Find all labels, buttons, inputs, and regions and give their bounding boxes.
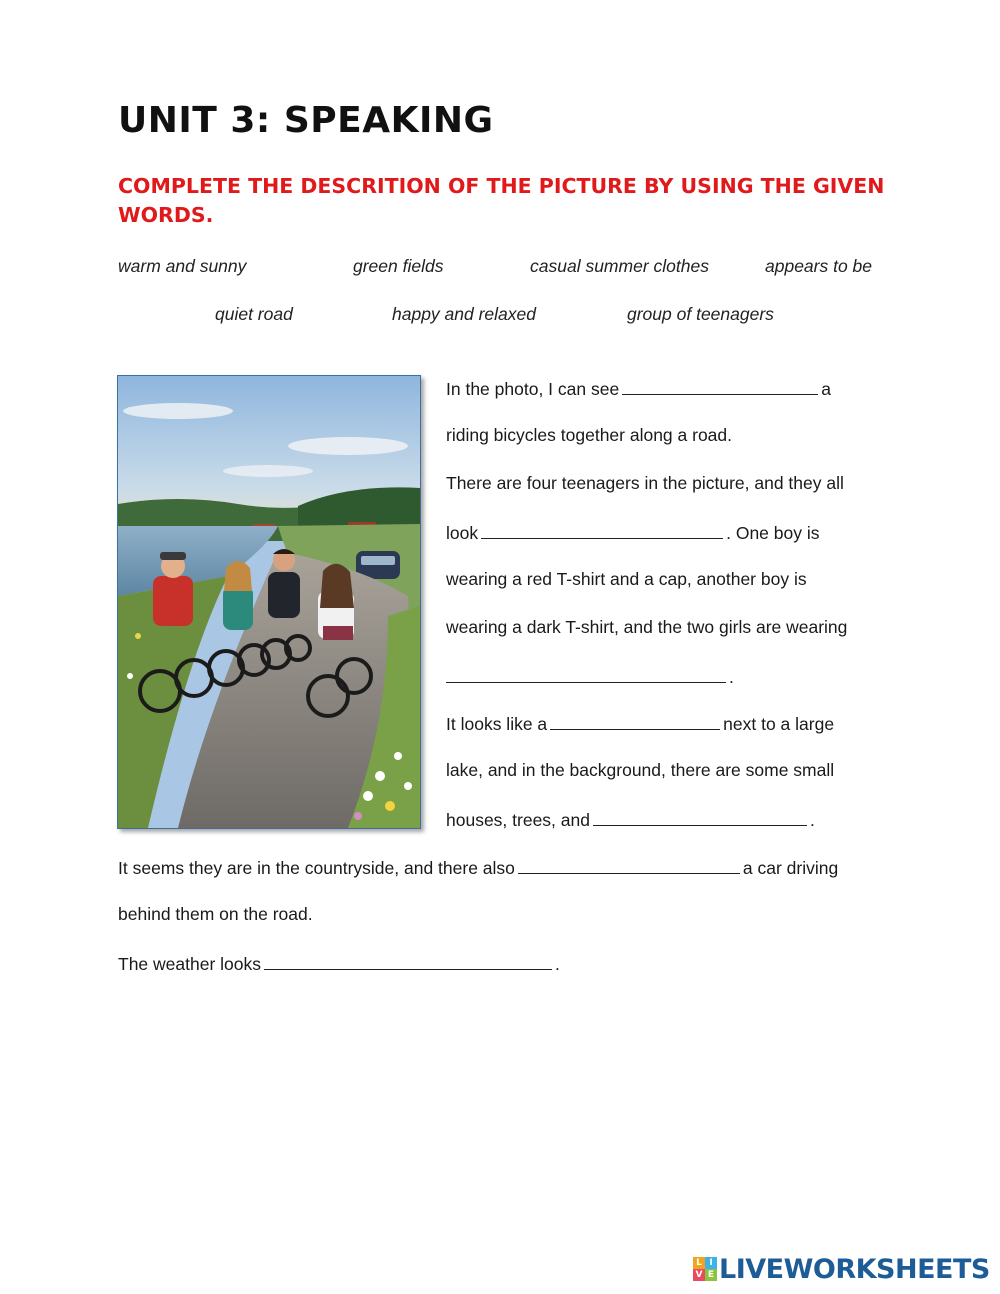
passage-line-2: riding bicycles together along a road.	[446, 425, 733, 445]
answer-blank-4[interactable]	[550, 712, 720, 730]
passage-line-11	[118, 856, 838, 879]
word-bank-item: green fields	[353, 256, 444, 276]
passage-text: The weather looks	[118, 954, 261, 974]
passage-line-7	[446, 665, 734, 688]
word-bank-item: group of teenagers	[627, 304, 774, 324]
word-bank-item: quiet road	[215, 304, 293, 324]
logo-text: LIVEWORKSHEETS	[719, 1253, 990, 1285]
passage-text: It seems they are in the countryside, and there also	[118, 858, 515, 878]
instruction-text: COMPLETE THE DESCRITION OF THE PICTURE BY USING THE GIVEN WORDS.	[118, 174, 885, 227]
word-bank-item: warm and sunny	[118, 256, 247, 276]
logo-mark-letter: L	[693, 1257, 705, 1269]
passage-text: houses, trees, and	[446, 810, 590, 830]
liveworksheets-logo	[693, 1254, 990, 1284]
logo-mark-letter: I	[705, 1257, 717, 1269]
passage-line-9: lake, and in the background, there are some small	[446, 760, 835, 780]
passage-line-4	[446, 521, 820, 544]
passage-line-8	[446, 712, 834, 735]
passage-text: next to a large	[723, 714, 835, 734]
passage-line-1	[446, 377, 831, 400]
answer-blank-1[interactable]	[622, 377, 818, 395]
passage-text: .	[809, 810, 815, 830]
answer-blank-6[interactable]	[518, 856, 740, 874]
passage-line-5: wearing a red T-shirt and a cap, another boy is	[446, 569, 807, 589]
passage-text: a car driving	[742, 858, 839, 878]
passage-line-12: behind them on the road.	[118, 904, 313, 924]
passage-line-10	[446, 808, 815, 831]
passage-text: In the photo, I can see	[446, 379, 620, 399]
passage-text: . One boy is	[726, 523, 820, 543]
logo-mark-icon	[693, 1257, 717, 1281]
logo-mark-letter: V	[693, 1269, 705, 1281]
passage-text: .	[555, 954, 560, 974]
passage-line-13	[118, 952, 560, 975]
passage-text: .	[729, 667, 734, 687]
teenagers-cycling-photo	[117, 375, 421, 829]
passage-line-3: There are four teenagers in the picture, and they all	[446, 473, 844, 493]
word-bank-item: casual summer clothes	[530, 256, 709, 276]
answer-blank-3[interactable]	[446, 665, 726, 683]
logo-mark-letter: E	[705, 1269, 717, 1281]
passage-text: look	[446, 523, 479, 543]
passage-line-6: wearing a dark T-shirt, and the two girls are wearing	[446, 617, 848, 637]
answer-blank-7[interactable]	[264, 952, 552, 970]
passage-text: It looks like a	[446, 714, 548, 734]
word-bank-item: happy and relaxed	[392, 304, 536, 324]
answer-blank-5[interactable]	[593, 808, 807, 826]
page-title: UNIT 3: SPEAKING	[118, 100, 494, 141]
passage-text: a	[821, 379, 831, 399]
word-bank-item: appears to be	[765, 256, 873, 276]
answer-blank-2[interactable]	[481, 521, 723, 539]
